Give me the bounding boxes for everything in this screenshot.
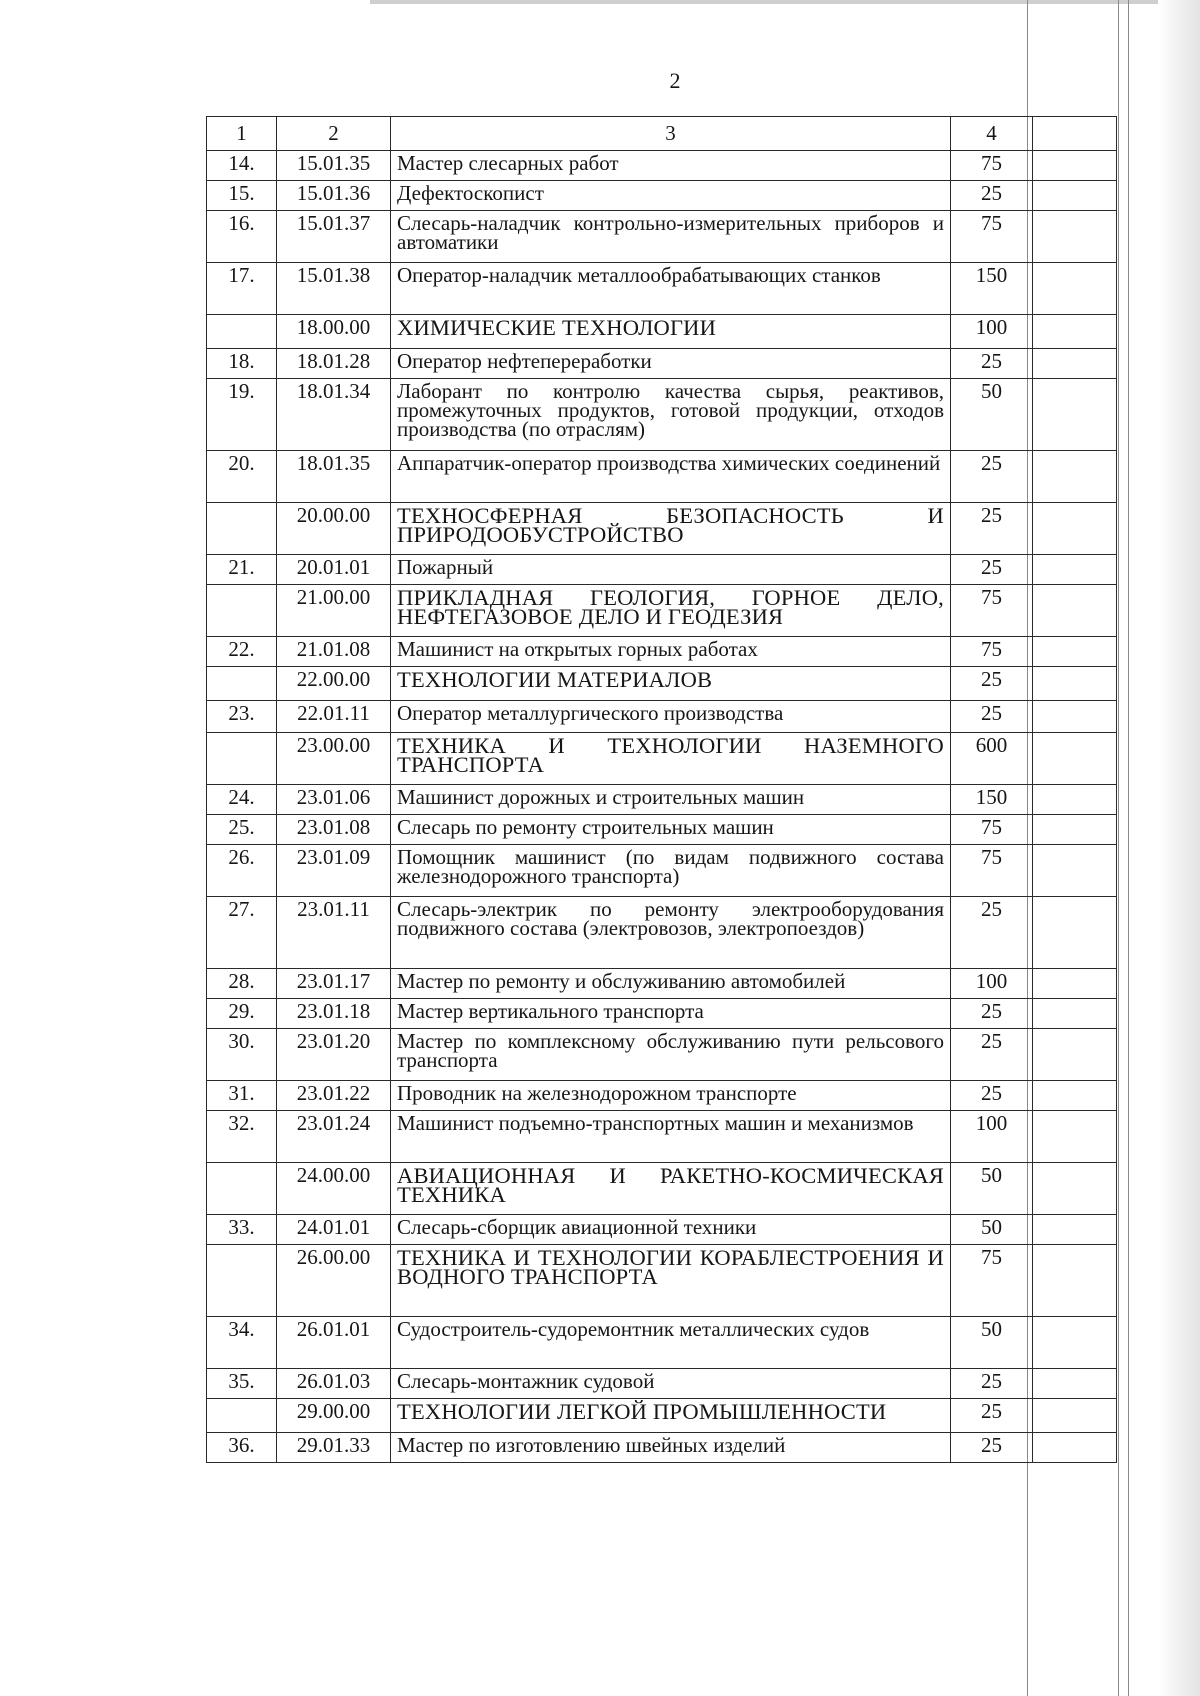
specialty-code: 15.01.35 [277, 151, 391, 181]
table-extra-column [1033, 349, 1117, 379]
specialty-code: 24.01.01 [277, 1215, 391, 1245]
table-extra-column [1033, 585, 1117, 637]
specialty-code: 23.00.00 [277, 733, 391, 785]
table-row [207, 969, 1117, 999]
specialty-name: Слесарь-монтажник судовой [391, 1369, 951, 1399]
specialties-table [206, 116, 1117, 1463]
specialty-code: 26.01.03 [277, 1369, 391, 1399]
specialty-code: 18.01.34 [277, 379, 391, 451]
specialty-name: Мастер вертикального транспорта [391, 999, 951, 1029]
table-extra-column [1033, 1081, 1117, 1111]
table-extra-column [1033, 969, 1117, 999]
table-row [207, 1317, 1117, 1369]
quota-value: 25 [951, 181, 1033, 211]
table-row [207, 701, 1117, 733]
row-number: 15. [207, 181, 277, 211]
row-number: 26. [207, 845, 277, 897]
section-row [207, 315, 1117, 349]
table-row [207, 349, 1117, 379]
specialty-code: 23.01.17 [277, 969, 391, 999]
table-row [207, 1081, 1117, 1111]
specialty-name: ПРИКЛАДНАЯ ГЕОЛОГИЯ, ГОРНОЕ ДЕЛО, НЕФТЕГАЗОВОЕ ДЕЛО И ГЕОДЕЗИЯ [391, 585, 951, 637]
header-col-2: 2 [277, 117, 391, 151]
specialty-code: 23.01.08 [277, 815, 391, 845]
specialty-name: ХИМИЧЕСКИЕ ТЕХНОЛОГИИ [391, 315, 951, 349]
row-number [207, 1399, 277, 1433]
table-extra-column [1033, 1111, 1117, 1163]
quota-value: 100 [951, 1111, 1033, 1163]
row-number: 33. [207, 1215, 277, 1245]
specialty-code: 29.01.33 [277, 1433, 391, 1463]
header-col-3: 3 [391, 117, 951, 151]
specialty-code: 24.00.00 [277, 1163, 391, 1215]
section-row [207, 1245, 1117, 1317]
section-row [207, 1163, 1117, 1215]
table-extra-column [1033, 637, 1117, 667]
specialty-code: 20.01.01 [277, 555, 391, 585]
specialty-name: Мастер по изготовлению швейных изделий [391, 1433, 951, 1463]
specialty-name: Оператор нефтепереработки [391, 349, 951, 379]
row-number: 22. [207, 637, 277, 667]
row-number: 32. [207, 1111, 277, 1163]
quota-value: 25 [951, 349, 1033, 379]
scan-edge-top [370, 0, 1200, 4]
table-extra-column [1033, 503, 1117, 555]
table-row [207, 845, 1117, 897]
row-number: 27. [207, 897, 277, 969]
specialty-name: Машинист дорожных и строительных машин [391, 785, 951, 815]
quota-value: 25 [951, 503, 1033, 555]
row-number: 30. [207, 1029, 277, 1081]
table-extra-column [1033, 151, 1117, 181]
row-number: 20. [207, 451, 277, 503]
row-number [207, 1163, 277, 1215]
table-row [207, 151, 1117, 181]
specialty-name: Аппаратчик-оператор производства химических соединений [391, 451, 951, 503]
table-row [207, 211, 1117, 263]
specialty-code: 18.01.28 [277, 349, 391, 379]
table-row [207, 637, 1117, 667]
table-extra-column [1033, 451, 1117, 503]
quota-value: 25 [951, 1029, 1033, 1081]
page-number: 2 [669, 68, 681, 93]
table-body [207, 151, 1117, 1463]
scan-vertical-line [1128, 0, 1129, 1696]
quota-value: 150 [951, 263, 1033, 315]
table-row [207, 263, 1117, 315]
quota-value: 25 [951, 1081, 1033, 1111]
specialty-name: ТЕХНОЛОГИИ МАТЕРИАЛОВ [391, 667, 951, 701]
specialty-code: 23.01.09 [277, 845, 391, 897]
quota-value: 50 [951, 1215, 1033, 1245]
specialty-name: Слесарь-электрик по ремонту электрооборудования подвижного состава (электровозов, электропоездов) [391, 897, 951, 969]
quota-value: 25 [951, 1433, 1033, 1463]
table-extra-column [1033, 1245, 1117, 1317]
specialty-code: 20.00.00 [277, 503, 391, 555]
table-row [207, 555, 1117, 585]
specialty-name: Слесарь-наладчик контрольно-измерительных приборов и автоматики [391, 211, 951, 263]
specialty-name: Судостроитель-судоремонтник металлических судов [391, 1317, 951, 1369]
quota-value: 25 [951, 451, 1033, 503]
header-col-4: 4 [951, 117, 1033, 151]
row-number [207, 503, 277, 555]
specialty-name: Дефектоскопист [391, 181, 951, 211]
table-extra-column [1033, 1317, 1117, 1369]
table-extra-column [1033, 263, 1117, 315]
table-extra-column [1033, 1399, 1117, 1433]
specialty-code: 22.00.00 [277, 667, 391, 701]
table-row [207, 1369, 1117, 1399]
specialty-name: ТЕХНИКА И ТЕХНОЛОГИИ НАЗЕМНОГО ТРАНСПОРТА [391, 733, 951, 785]
table-extra-column [1033, 785, 1117, 815]
specialty-code: 18.01.35 [277, 451, 391, 503]
table-extra-column [1033, 701, 1117, 733]
scan-edge-right [1158, 0, 1200, 1696]
section-row [207, 667, 1117, 701]
row-number: 29. [207, 999, 277, 1029]
quota-value: 150 [951, 785, 1033, 815]
specialty-name: АВИАЦИОННАЯ И РАКЕТНО-КОСМИЧЕСКАЯ ТЕХНИКА [391, 1163, 951, 1215]
table-extra-column [1033, 1163, 1117, 1215]
row-number: 17. [207, 263, 277, 315]
table-extra-column [1033, 1215, 1117, 1245]
specialty-code: 21.01.08 [277, 637, 391, 667]
quota-value: 75 [951, 845, 1033, 897]
specialty-name: ТЕХНОЛОГИИ ЛЕГКОЙ ПРОМЫШЛЕННОСТИ [391, 1399, 951, 1433]
table-extra-column [1033, 315, 1117, 349]
specialty-code: 18.00.00 [277, 315, 391, 349]
row-number: 14. [207, 151, 277, 181]
specialty-name: Мастер по ремонту и обслуживанию автомобилей [391, 969, 951, 999]
table-row [207, 1215, 1117, 1245]
quota-value: 25 [951, 701, 1033, 733]
table-row [207, 451, 1117, 503]
table-row [207, 181, 1117, 211]
section-row [207, 1399, 1117, 1433]
specialty-code: 23.01.24 [277, 1111, 391, 1163]
row-number: 16. [207, 211, 277, 263]
specialty-name: Слесарь-сборщик авиационной техники [391, 1215, 951, 1245]
specialty-name: Помощник машинист (по видам подвижного состава железнодорожного транспорта) [391, 845, 951, 897]
specialty-name: Лаборант по контролю качества сырья, реактивов, промежуточных продуктов, готовой продукции, отходов производства (по отраслям) [391, 379, 951, 451]
specialty-name: Оператор-наладчик металлообрабатывающих станков [391, 263, 951, 315]
quota-value: 50 [951, 379, 1033, 451]
specialty-name: Мастер слесарных работ [391, 151, 951, 181]
specialty-code: 15.01.38 [277, 263, 391, 315]
table-extra-column [1033, 1029, 1117, 1081]
scan-vertical-line [1118, 0, 1119, 1696]
quota-value: 25 [951, 555, 1033, 585]
quota-value: 75 [951, 815, 1033, 845]
table-extra-column [1033, 897, 1117, 969]
specialty-code: 15.01.37 [277, 211, 391, 263]
quota-value: 25 [951, 1399, 1033, 1433]
quota-value: 75 [951, 1245, 1033, 1317]
specialty-code: 29.00.00 [277, 1399, 391, 1433]
table-extra-column [1033, 999, 1117, 1029]
section-row [207, 733, 1117, 785]
specialty-code: 23.01.22 [277, 1081, 391, 1111]
specialty-code: 23.01.06 [277, 785, 391, 815]
specialty-code: 23.01.20 [277, 1029, 391, 1081]
row-number [207, 1245, 277, 1317]
table-extra-column [1033, 845, 1117, 897]
table-extra-column [1033, 667, 1117, 701]
quota-value: 75 [951, 585, 1033, 637]
specialty-name: Пожарный [391, 555, 951, 585]
quota-value: 75 [951, 211, 1033, 263]
table-extra-column [1033, 1433, 1117, 1463]
row-number [207, 667, 277, 701]
specialty-code: 22.01.11 [277, 701, 391, 733]
row-number [207, 733, 277, 785]
specialty-name: Машинист на открытых горных работах [391, 637, 951, 667]
row-number: 23. [207, 701, 277, 733]
row-number: 31. [207, 1081, 277, 1111]
specialty-name: ТЕХНИКА И ТЕХНОЛОГИИ КОРАБЛЕСТРОЕНИЯ И ВОДНОГО ТРАНСПОРТА [391, 1245, 951, 1317]
table-row [207, 1029, 1117, 1081]
specialty-code: 23.01.11 [277, 897, 391, 969]
row-number [207, 315, 277, 349]
table-row [207, 1433, 1117, 1463]
table-row [207, 1111, 1117, 1163]
specialty-code: 26.01.01 [277, 1317, 391, 1369]
table-extra-column [1033, 211, 1117, 263]
table-row [207, 379, 1117, 451]
row-number: 28. [207, 969, 277, 999]
row-number: 35. [207, 1369, 277, 1399]
table-header-row [207, 117, 1117, 151]
quota-value: 75 [951, 151, 1033, 181]
quota-value: 50 [951, 1163, 1033, 1215]
table-extra-column [1033, 1369, 1117, 1399]
table-extra-column [1033, 555, 1117, 585]
row-number: 18. [207, 349, 277, 379]
specialty-name: Машинист подъемно-транспортных машин и механизмов [391, 1111, 951, 1163]
table-row [207, 897, 1117, 969]
table-extra-column [1033, 815, 1117, 845]
table-extra-column [1033, 733, 1117, 785]
row-number: 19. [207, 379, 277, 451]
quota-value: 50 [951, 1317, 1033, 1369]
table-row [207, 785, 1117, 815]
quota-value: 25 [951, 667, 1033, 701]
row-number: 36. [207, 1433, 277, 1463]
section-row [207, 585, 1117, 637]
quota-value: 75 [951, 637, 1033, 667]
quota-value: 25 [951, 897, 1033, 969]
quota-value: 25 [951, 999, 1033, 1029]
quota-value: 100 [951, 315, 1033, 349]
table-extra-column [1033, 379, 1117, 451]
row-number [207, 585, 277, 637]
table-extra-column [1033, 117, 1117, 151]
table-row [207, 815, 1117, 845]
quota-value: 25 [951, 1369, 1033, 1399]
table-row [207, 999, 1117, 1029]
specialty-name: ТЕХНОСФЕРНАЯ БЕЗОПАСНОСТЬ И ПРИРОДООБУСТРОЙСТВО [391, 503, 951, 555]
specialty-name: Слесарь по ремонту строительных машин [391, 815, 951, 845]
quota-value: 600 [951, 733, 1033, 785]
row-number: 21. [207, 555, 277, 585]
specialty-code: 15.01.36 [277, 181, 391, 211]
row-number: 25. [207, 815, 277, 845]
header-col-1: 1 [207, 117, 277, 151]
specialty-name: Оператор металлургического производства [391, 701, 951, 733]
specialty-name: Проводник на железнодорожном транспорте [391, 1081, 951, 1111]
specialty-code: 26.00.00 [277, 1245, 391, 1317]
row-number: 24. [207, 785, 277, 815]
specialty-name: Мастер по комплексному обслуживанию пути рельсового транспорта [391, 1029, 951, 1081]
section-row [207, 503, 1117, 555]
table-extra-column [1033, 181, 1117, 211]
specialty-code: 21.00.00 [277, 585, 391, 637]
quota-value: 100 [951, 969, 1033, 999]
specialty-code: 23.01.18 [277, 999, 391, 1029]
row-number: 34. [207, 1317, 277, 1369]
